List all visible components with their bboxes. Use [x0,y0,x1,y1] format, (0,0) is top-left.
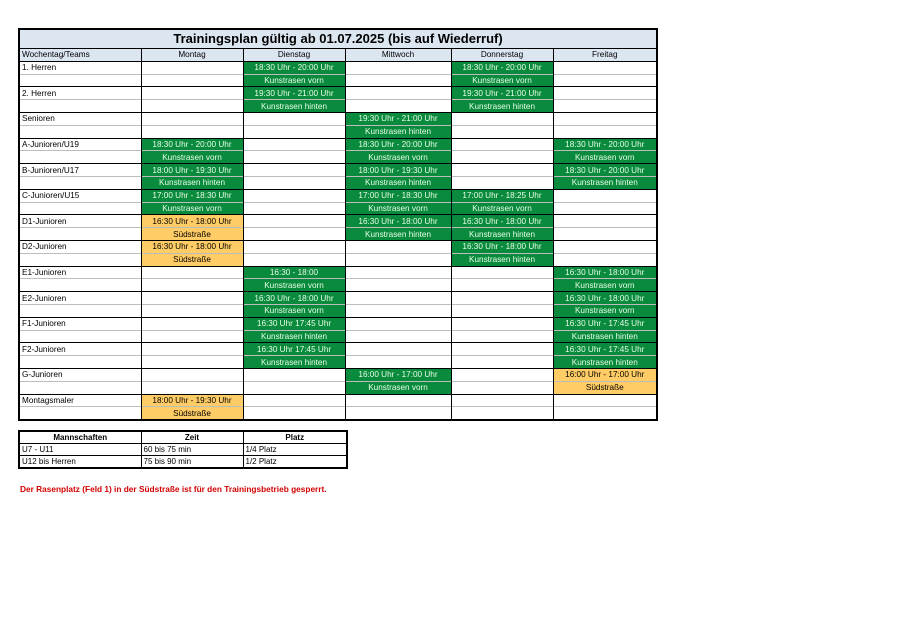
team-name: 1. Herren [19,61,141,74]
empty-slot-dienstag [243,202,345,215]
slot-place-dienstag: Kunstrasen hinten [243,356,345,369]
slot-time-donnerstag: 19:30 Uhr - 21:00 Uhr [451,87,553,100]
slot-time-donnerstag: 17:00 Uhr - 18:25 Uhr [451,189,553,202]
team-place-row [19,407,657,420]
column-header-dienstag: Dienstag [243,49,345,62]
slot-place-freitag: Südstraße [553,381,657,394]
slot-place-dienstag: Kunstrasen vorn [243,279,345,292]
slot-time-mittwoch: 16:00 Uhr - 17:00 Uhr [345,368,451,381]
empty-slot-freitag [553,394,657,407]
empty-slot-freitag [553,125,657,138]
summary-row [19,444,347,456]
slot-time-freitag: 16:30 Uhr - 18:00 Uhr [553,292,657,305]
team-name-spacer [19,407,141,420]
team-place-row [19,176,657,189]
empty-slot-mittwoch [345,61,451,74]
slot-time-montag: 18:00 Uhr - 19:30 Uhr [141,164,243,177]
slot-place-donnerstag: Kunstrasen hinten [451,228,553,241]
team-name: D1-Junioren [19,215,141,228]
empty-slot-dienstag [243,253,345,266]
team-time-row [19,189,657,202]
empty-slot-freitag [553,112,657,125]
empty-slot-mittwoch [345,407,451,420]
empty-slot-mittwoch [345,240,451,253]
team-name-spacer [19,100,141,113]
empty-slot-montag [141,292,243,305]
team-time-row [19,61,657,74]
empty-slot-mittwoch [345,74,451,87]
summary-cell-field: 1/2 Platz [243,456,347,469]
empty-slot-mittwoch [345,253,451,266]
team-time-row [19,368,657,381]
empty-slot-montag [141,304,243,317]
empty-slot-montag [141,317,243,330]
team-name: Montagsmaler [19,394,141,407]
empty-slot-donnerstag [451,112,553,125]
column-header-freitag: Freitag [553,49,657,62]
summary-header-field: Platz [243,431,347,444]
slot-time-freitag: 16:30 Uhr - 17:45 Uhr [553,343,657,356]
slot-time-freitag: 18:30 Uhr - 20:00 Uhr [553,138,657,151]
empty-slot-dienstag [243,215,345,228]
empty-slot-mittwoch [345,343,451,356]
empty-slot-montag [141,125,243,138]
empty-slot-donnerstag [451,176,553,189]
empty-slot-montag [141,279,243,292]
empty-slot-dienstag [243,189,345,202]
team-time-row [19,343,657,356]
empty-slot-donnerstag [451,304,553,317]
slot-place-freitag: Kunstrasen vorn [553,304,657,317]
slot-time-freitag: 16:00 Uhr - 17:00 Uhr [553,368,657,381]
column-header-mittwoch: Mittwoch [345,49,451,62]
empty-slot-dienstag [243,228,345,241]
slot-place-freitag: Kunstrasen vorn [553,279,657,292]
slot-place-donnerstag: Kunstrasen hinten [451,253,553,266]
title-row [19,29,657,49]
empty-slot-donnerstag [451,381,553,394]
slot-time-freitag: 16:30 Uhr - 18:00 Uhr [553,266,657,279]
team-name-spacer [19,356,141,369]
empty-slot-freitag [553,87,657,100]
slot-time-dienstag: 16:30 Uhr 17:45 Uhr [243,343,345,356]
summary-row [19,456,347,469]
empty-slot-donnerstag [451,164,553,177]
empty-slot-mittwoch [345,330,451,343]
slot-time-dienstag: 16:30 Uhr 17:45 Uhr [243,317,345,330]
team-time-row [19,87,657,100]
slot-place-mittwoch: Kunstrasen vorn [345,202,451,215]
team-name: C-Junioren/U15 [19,189,141,202]
slot-time-dienstag: 19:30 Uhr - 21:00 Uhr [243,87,345,100]
slot-place-donnerstag: Kunstrasen hinten [451,100,553,113]
team-name: 2. Herren [19,87,141,100]
empty-slot-freitag [553,189,657,202]
empty-slot-freitag [553,407,657,420]
empty-slot-freitag [553,100,657,113]
team-time-row [19,292,657,305]
empty-slot-montag [141,356,243,369]
team-place-row [19,356,657,369]
slot-place-freitag: Kunstrasen hinten [553,176,657,189]
slot-place-freitag: Kunstrasen hinten [553,330,657,343]
slot-place-montag: Kunstrasen vorn [141,151,243,164]
team-place-row [19,125,657,138]
slot-time-dienstag: 16:30 Uhr - 18:00 Uhr [243,292,345,305]
slot-time-dienstag: 18:30 Uhr - 20:00 Uhr [243,61,345,74]
column-header-teams: Wochentag/Teams [19,49,141,62]
empty-slot-donnerstag [451,394,553,407]
team-place-row [19,253,657,266]
team-name-spacer [19,228,141,241]
team-name: A-Junioren/U19 [19,138,141,151]
slot-time-mittwoch: 16:30 Uhr - 18:00 Uhr [345,215,451,228]
empty-slot-donnerstag [451,151,553,164]
summary-cell-time: 60 bis 75 min [141,444,243,456]
empty-slot-dienstag [243,151,345,164]
page-title: Trainingsplan gültig ab 01.07.2025 (bis auf Wiederruf) [19,29,657,49]
team-name-spacer [19,381,141,394]
session-length-table [18,430,348,469]
slot-place-dienstag: Kunstrasen vorn [243,74,345,87]
team-time-row [19,394,657,407]
empty-slot-donnerstag [451,317,553,330]
team-name-spacer [19,125,141,138]
slot-place-montag: Kunstrasen hinten [141,176,243,189]
empty-slot-donnerstag [451,407,553,420]
empty-slot-mittwoch [345,100,451,113]
empty-slot-freitag [553,240,657,253]
empty-slot-montag [141,330,243,343]
team-name: B-Junioren/U17 [19,164,141,177]
empty-slot-montag [141,343,243,356]
empty-slot-donnerstag [451,138,553,151]
team-name: D2-Junioren [19,240,141,253]
summary-cell-time: 75 bis 90 min [141,456,243,469]
slot-place-montag: Südstraße [141,407,243,420]
team-name-spacer [19,304,141,317]
header-row [19,49,657,62]
summary-cell-teams: U12 bis Herren [19,456,141,469]
team-time-row [19,164,657,177]
slot-place-freitag: Kunstrasen hinten [553,356,657,369]
empty-slot-donnerstag [451,368,553,381]
empty-slot-mittwoch [345,87,451,100]
team-time-row [19,112,657,125]
empty-slot-dienstag [243,368,345,381]
empty-slot-dienstag [243,394,345,407]
empty-slot-mittwoch [345,394,451,407]
summary-cell-teams: U7 - U11 [19,444,141,456]
team-name: Senioren [19,112,141,125]
slot-time-mittwoch: 17:00 Uhr - 18:30 Uhr [345,189,451,202]
team-place-row [19,330,657,343]
slot-time-montag: 16:30 Uhr - 18:00 Uhr [141,215,243,228]
slot-time-montag: 18:00 Uhr - 19:30 Uhr [141,394,243,407]
team-name-spacer [19,253,141,266]
empty-slot-montag [141,266,243,279]
empty-slot-montag [141,87,243,100]
team-time-row [19,317,657,330]
slot-time-montag: 16:30 Uhr - 18:00 Uhr [141,240,243,253]
empty-slot-freitag [553,253,657,266]
empty-slot-montag [141,61,243,74]
slot-time-freitag: 18:30 Uhr - 20:00 Uhr [553,164,657,177]
empty-slot-dienstag [243,138,345,151]
summary-header-row [19,431,347,444]
team-name: F1-Junioren [19,317,141,330]
closure-notice: Der Rasenplatz (Feld 1) in der Südstraße ist für den Trainingsbetrieb gesperrt. [20,484,327,494]
column-header-montag: Montag [141,49,243,62]
team-name-spacer [19,202,141,215]
team-name-spacer [19,151,141,164]
team-name: F2-Junioren [19,343,141,356]
empty-slot-dienstag [243,125,345,138]
slot-place-freitag: Kunstrasen vorn [553,151,657,164]
summary-header-teams: Mannschaften [19,431,141,444]
slot-time-dienstag: 16:30 - 18:00 [243,266,345,279]
slot-time-donnerstag: 16:30 Uhr - 18:00 Uhr [451,240,553,253]
slot-place-mittwoch: Kunstrasen hinten [345,228,451,241]
team-time-row [19,266,657,279]
team-time-row [19,138,657,151]
slot-place-donnerstag: Kunstrasen vorn [451,202,553,215]
team-name-spacer [19,330,141,343]
empty-slot-montag [141,112,243,125]
empty-slot-dienstag [243,176,345,189]
slot-place-dienstag: Kunstrasen vorn [243,304,345,317]
team-place-row [19,100,657,113]
team-place-row [19,74,657,87]
empty-slot-dienstag [243,112,345,125]
empty-slot-mittwoch [345,317,451,330]
empty-slot-montag [141,100,243,113]
team-time-row [19,240,657,253]
empty-slot-freitag [553,202,657,215]
team-place-row [19,381,657,394]
team-name: G-Junioren [19,368,141,381]
empty-slot-freitag [553,215,657,228]
empty-slot-mittwoch [345,292,451,305]
summary-cell-field: 1/4 Platz [243,444,347,456]
slot-time-mittwoch: 18:30 Uhr - 20:00 Uhr [345,138,451,151]
slot-time-donnerstag: 18:30 Uhr - 20:00 Uhr [451,61,553,74]
empty-slot-donnerstag [451,330,553,343]
empty-slot-dienstag [243,164,345,177]
slot-place-mittwoch: Kunstrasen hinten [345,176,451,189]
empty-slot-donnerstag [451,125,553,138]
slot-time-mittwoch: 18:00 Uhr - 19:30 Uhr [345,164,451,177]
slot-place-montag: Kunstrasen vorn [141,202,243,215]
empty-slot-dienstag [243,407,345,420]
team-name-spacer [19,279,141,292]
empty-slot-montag [141,368,243,381]
team-name-spacer [19,74,141,87]
team-place-row [19,151,657,164]
empty-slot-dienstag [243,381,345,394]
empty-slot-freitag [553,61,657,74]
empty-slot-mittwoch [345,266,451,279]
slot-place-mittwoch: Kunstrasen vorn [345,151,451,164]
empty-slot-donnerstag [451,292,553,305]
team-place-row [19,202,657,215]
team-time-row [19,215,657,228]
summary-header-time: Zeit [141,431,243,444]
empty-slot-mittwoch [345,279,451,292]
slot-place-dienstag: Kunstrasen hinten [243,100,345,113]
empty-slot-mittwoch [345,304,451,317]
slot-time-donnerstag: 16:30 Uhr - 18:00 Uhr [451,215,553,228]
column-header-donnerstag: Donnerstag [451,49,553,62]
training-schedule-table [18,28,658,421]
slot-time-montag: 17:00 Uhr - 18:30 Uhr [141,189,243,202]
empty-slot-donnerstag [451,356,553,369]
empty-slot-montag [141,74,243,87]
empty-slot-donnerstag [451,343,553,356]
team-place-row [19,279,657,292]
slot-place-mittwoch: Kunstrasen hinten [345,125,451,138]
empty-slot-dienstag [243,240,345,253]
slot-time-freitag: 16:30 Uhr - 17:45 Uhr [553,317,657,330]
empty-slot-freitag [553,74,657,87]
empty-slot-donnerstag [451,266,553,279]
slot-place-mittwoch: Kunstrasen vorn [345,381,451,394]
slot-place-montag: Südstraße [141,253,243,266]
empty-slot-mittwoch [345,356,451,369]
team-name-spacer [19,176,141,189]
team-place-row [19,304,657,317]
team-name: E1-Junioren [19,266,141,279]
empty-slot-freitag [553,228,657,241]
empty-slot-donnerstag [451,279,553,292]
slot-time-mittwoch: 19:30 Uhr - 21:00 Uhr [345,112,451,125]
team-name: E2-Junioren [19,292,141,305]
slot-place-montag: Südstraße [141,228,243,241]
team-place-row [19,228,657,241]
slot-time-montag: 18:30 Uhr - 20:00 Uhr [141,138,243,151]
slot-place-donnerstag: Kunstrasen vorn [451,74,553,87]
empty-slot-montag [141,381,243,394]
slot-place-dienstag: Kunstrasen hinten [243,330,345,343]
